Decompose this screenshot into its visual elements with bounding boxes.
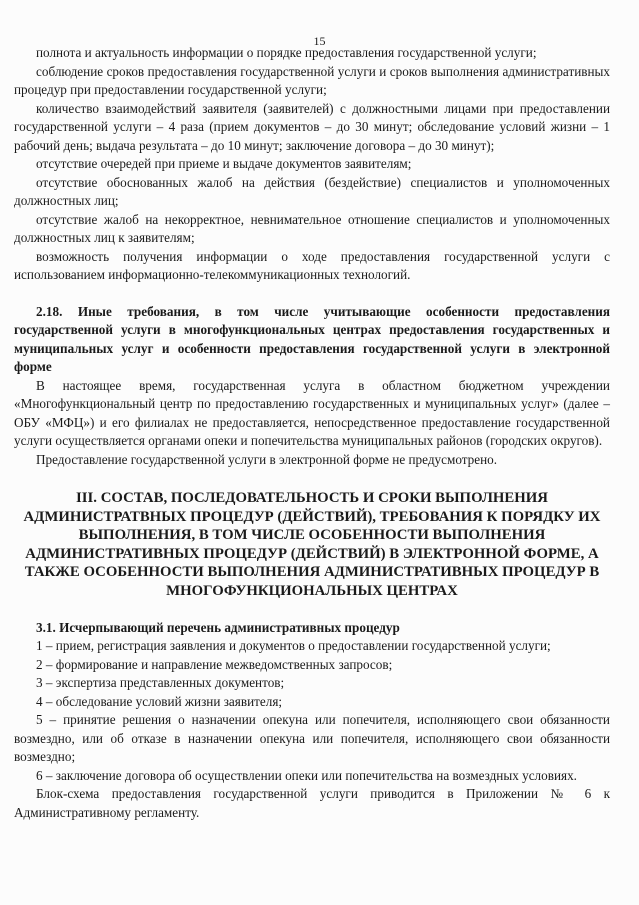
list-item: 3 – экспертиза представленных документов; (36, 675, 285, 691)
document-body (14, 44, 610, 822)
paragraph: количество взаимодействий заявителя (заявителей) с должностными лицами при предоставлении государственной услуги – 4 раза (прием документов – до 30 минут; обследование условий жизни – 1 рабочий день; выдача результата – до 10 минут; заключение договора – до 30 минут); (14, 100, 610, 153)
paragraph: Блок-схема предоставления государственной услуги приводится в Приложении № 6 к Административному регламенту. (14, 786, 610, 820)
chapter-title-text: III. СОСТАВ, ПОСЛЕДОВАТЕЛЬНОСТЬ И СРОКИ ВЫПОЛНЕНИЯ АДМИНИСТРАТВНЫХ ПРОЦЕДУР (ДЕЙСТВИЙ), ТРЕБОВАНИЯ К ПОРЯДКУ ИХ ВЫПОЛНЕНИЯ, В ТОМ ЧИСЛЕ ОСОБЕННОСТИ ВЫПОЛНЕНИЯ АДМИНИСТРАТИВНЫХ ПРОЦЕДУР (ДЕЙСТВИЙ) В ЭЛЕКТРОННОЙ ФОРМЕ, А ТАКЖЕ ОСОБЕННОСТИ ВЫПОЛНЕНИЯ АДМИНИСТРАТИВНЫХ ПРОЦЕДУР В МНОГОФУНКЦИОНАЛЬНЫХ ЦЕНТРАХ (23, 490, 601, 599)
list-item: 4 – обследование условий жизни заявителя; (36, 693, 283, 709)
list-item: 6 – заключение договора об осуществлении опеки или попечительства на возмездных условиях. (36, 767, 577, 783)
list-item: 1 – прием, регистрация заявления и документов о предоставлении государственной услуги; (36, 638, 551, 654)
section-heading-3-1: 3.1. Исчерпывающий перечень административных процедур (36, 619, 400, 635)
paragraph: отсутствие обоснованных жалоб на действия (бездействие) специалистов и уполномоченных должностных лиц; (14, 174, 610, 208)
paragraph: В настоящее время, государственная услуга в областном бюджетном учреждении «Многофункциональный центр по предоставлению государственных и муниципальных услуг» (далее – ОБУ «МФЦ») и его филиалах не предоставляется, непосредственное предоставление государственной услуги осуществляется органами опеки и попечительства муниципальных районов (городских округов). (14, 377, 610, 448)
paragraph: отсутствие жалоб на некорректное, невнимательное отношение специалистов и уполномоченных должностных лиц к заявителям; (14, 211, 610, 245)
paragraph: Предоставление государственной услуги в электронной форме не предусмотрено. (36, 451, 498, 467)
list-item: 5 – принятие решения о назначении опекуна или попечителя, исполняющего свои обязанности возмездно, или об отказе в назначении опекуна или попечителя, исполняющего свои обязанности возмездно; (14, 712, 610, 765)
page-number: 15 (313, 34, 326, 48)
paragraph: отсутствие очередей при приеме и выдаче документов заявителям; (36, 156, 412, 171)
section-heading-2-18: 2.18. Иные требования, в том числе учитывающие особенности предоставления государственной услуги в многофункциональных центрах предоставления государственных и муниципальных услуг и особенности предоставления государственной услуги в электронной форме (14, 303, 610, 374)
chapter-title (14, 489, 610, 601)
list-item: 2 – формирование и направление межведомственных запросов; (36, 656, 393, 672)
paragraph: соблюдение сроков предоставления государственной услуги и сроков выполнения административных процедур при предоставлении государственной услуги; (14, 63, 610, 97)
paragraph: возможность получения информации о ходе предоставления государственной услуги с использованием информационно-телекоммуникационных технологий. (14, 248, 610, 282)
paragraph: полнота и актуальность информации о порядке предоставления государственной услуги; (36, 45, 537, 60)
